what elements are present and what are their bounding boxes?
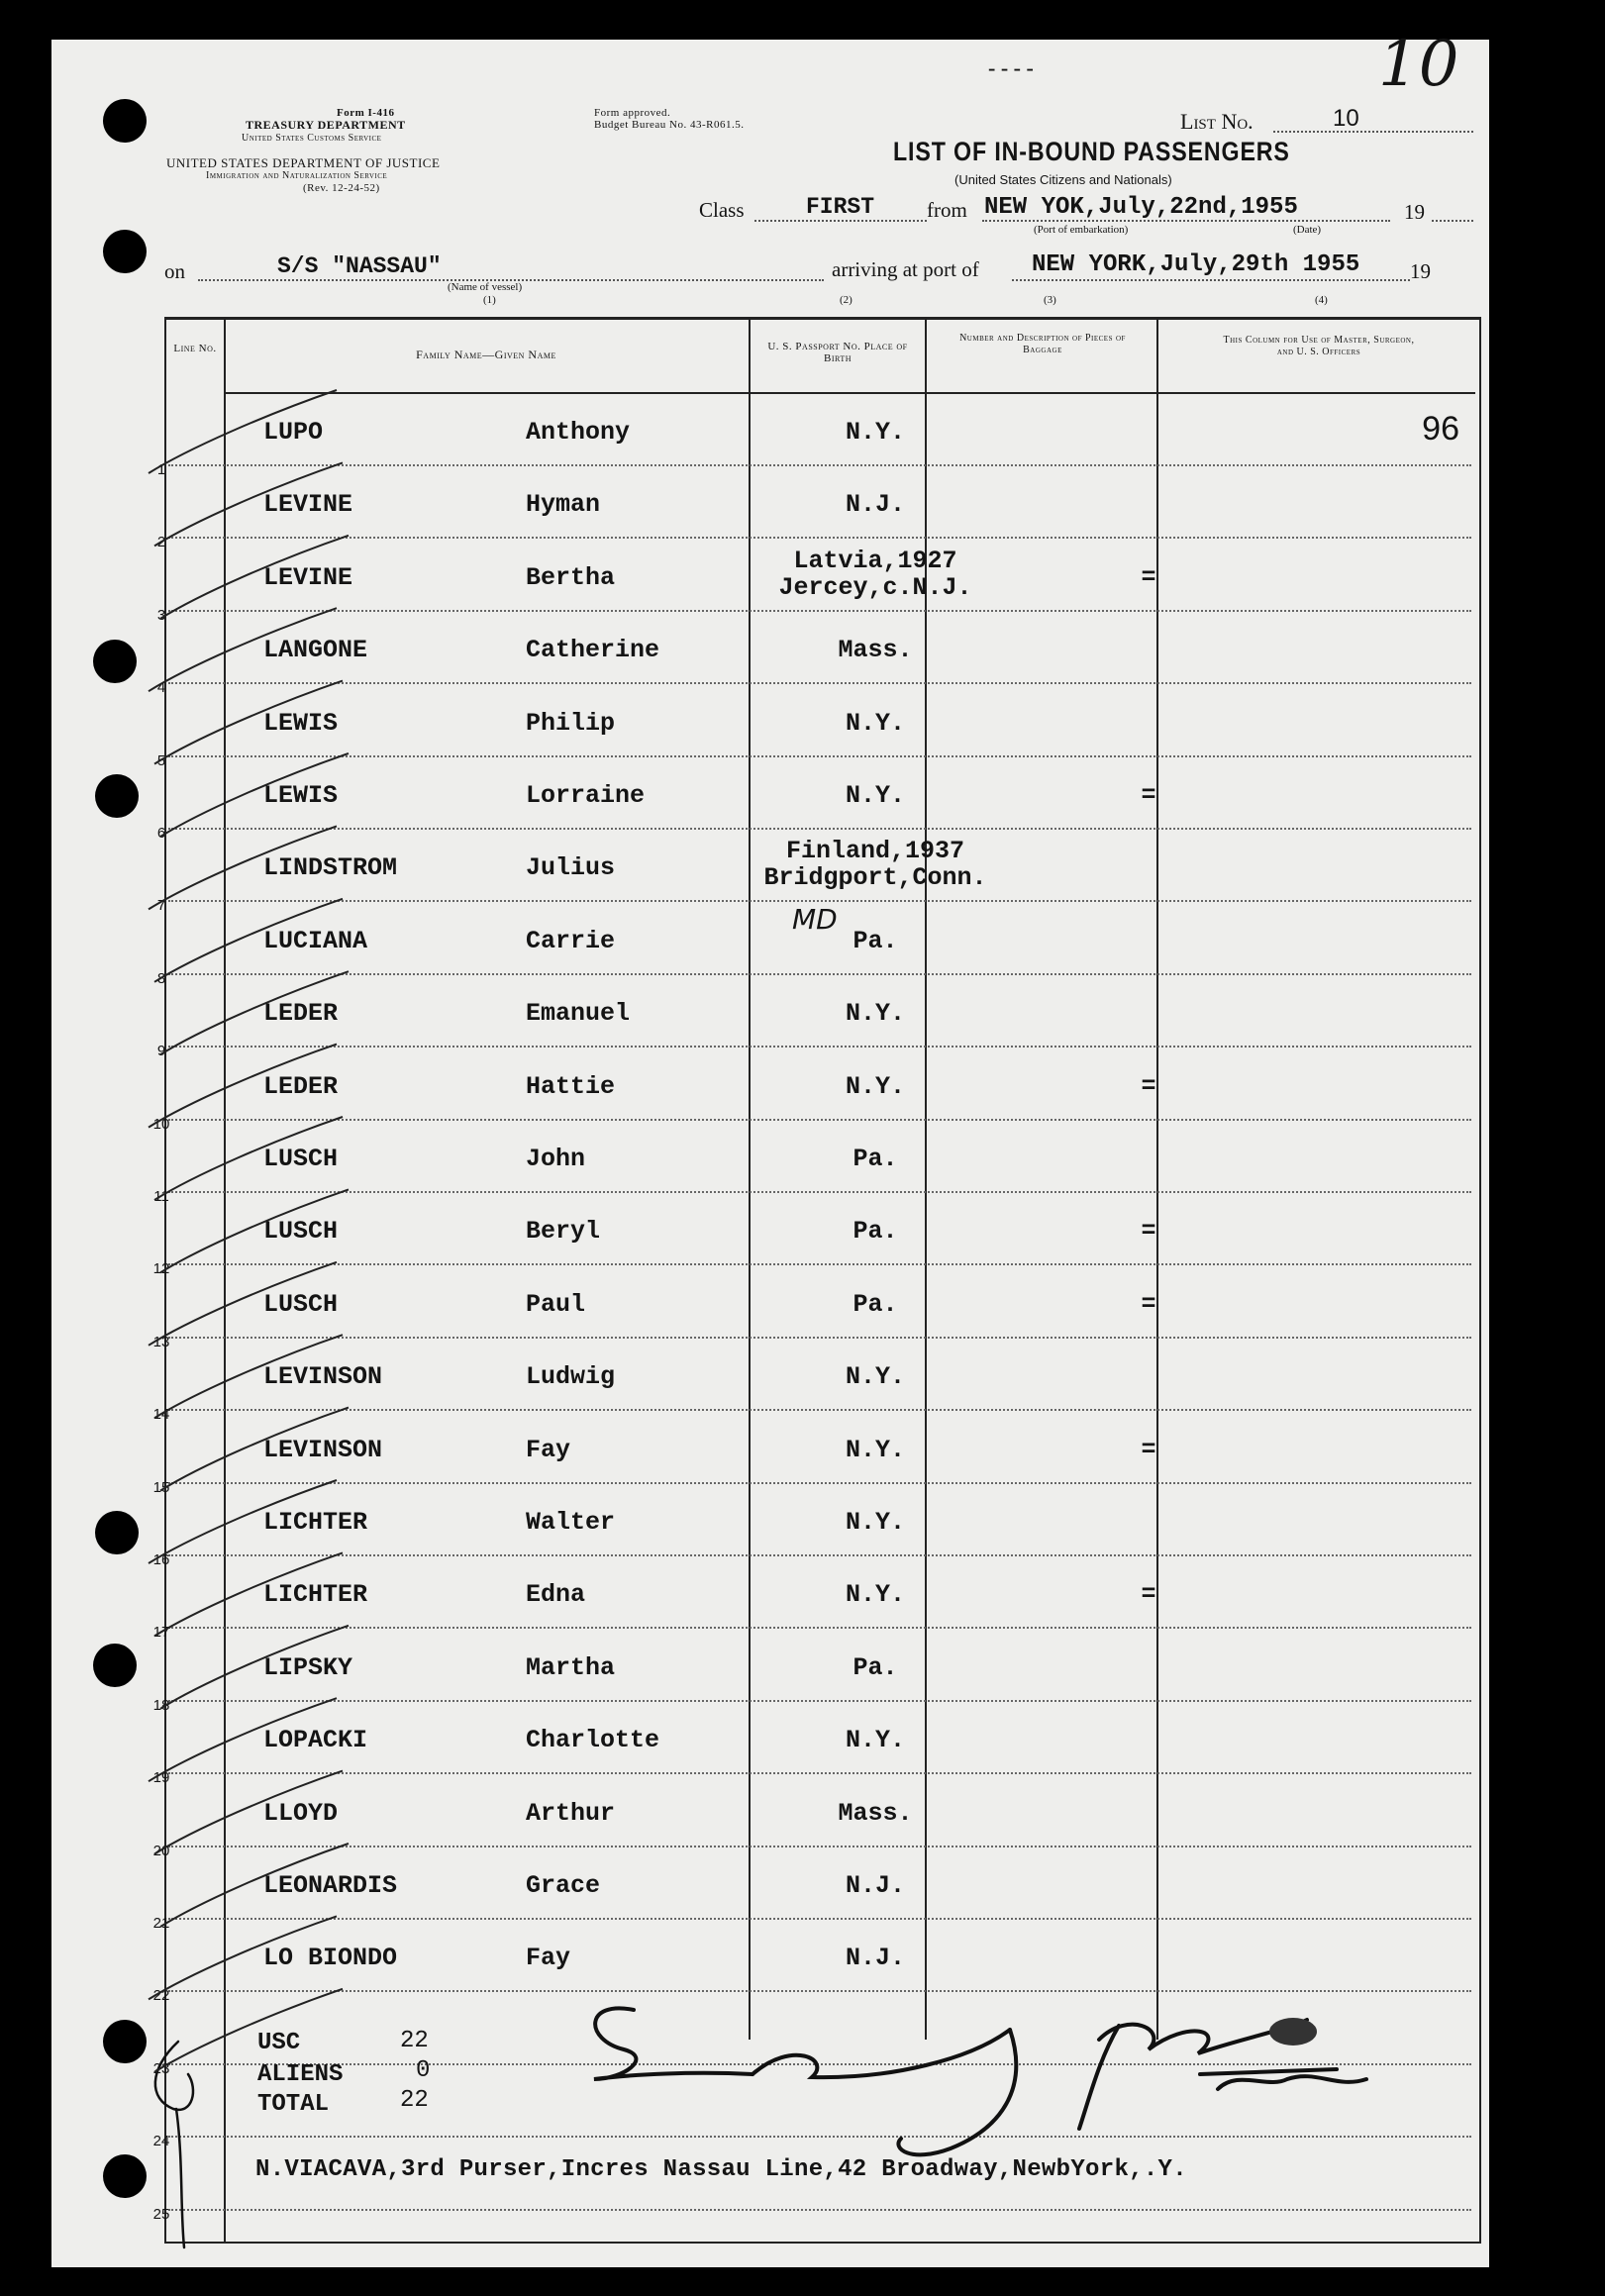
- baggage-mark: =: [1141, 562, 1156, 592]
- given-name: Edna: [526, 1580, 586, 1610]
- line-number: 13: [152, 1333, 170, 1350]
- place-of-birth: Finland,1937 Bridgport,Conn.: [763, 837, 987, 893]
- family-name: LOPACKI: [263, 1726, 368, 1755]
- family-name: LICHTER: [263, 1580, 368, 1610]
- line-number: 8: [156, 969, 166, 987]
- family-name: LEWIS: [263, 708, 339, 738]
- given-name: Lorraine: [526, 781, 646, 810]
- line-number: 14: [152, 1406, 170, 1424]
- place-of-birth: N.Y.: [845, 418, 905, 447]
- line-number: 20: [152, 1842, 170, 1859]
- place-of-birth: N.Y.: [845, 1726, 905, 1755]
- form-approved: Form approved.: [594, 107, 671, 119]
- class-value: FIRST: [806, 194, 875, 220]
- place-of-birth: Latvia,1927 Jercey,c.N.J.: [778, 546, 972, 602]
- table-row: [156, 540, 1471, 624]
- table-row: [156, 612, 1471, 697]
- line-number: 4: [156, 679, 166, 697]
- baggage-mark: =: [1141, 1580, 1156, 1610]
- table-right-rule: [1479, 317, 1481, 2244]
- place-of-birth: N.Y.: [845, 781, 905, 810]
- family-name: LEVINE: [263, 562, 353, 592]
- form-customs: United States Customs Service: [242, 133, 382, 144]
- line-number: 15: [152, 1478, 170, 1496]
- family-name: LEVINE: [263, 490, 353, 520]
- place-of-birth: N.Y.: [845, 1071, 905, 1101]
- vessel-name: S/S "NASSAU": [277, 253, 442, 279]
- form-justice: UNITED STATES DEPARTMENT OF JUSTICE: [166, 155, 441, 170]
- binder-hole: [103, 2154, 147, 2198]
- table-row: [156, 975, 1471, 1060]
- family-name: LUSCH: [263, 1145, 339, 1173]
- family-name: LUSCH: [263, 1289, 339, 1319]
- col-num-3: (3): [1044, 294, 1056, 306]
- given-name: Anthony: [526, 418, 631, 447]
- table-bottom-rule: [164, 2242, 1481, 2244]
- arriving-label: arriving at port of: [832, 257, 979, 281]
- line-number: 22: [152, 1987, 170, 2005]
- usc-label: USC: [257, 2030, 301, 2056]
- line-number: 24: [152, 2133, 170, 2150]
- table-top-rule: [164, 317, 1479, 320]
- family-name: LIPSKY: [263, 1652, 353, 1682]
- given-name: Charlotte: [526, 1726, 660, 1755]
- top-dashes: - - - -: [988, 55, 1034, 80]
- given-name: John: [526, 1145, 586, 1173]
- given-name: Arthur: [526, 1798, 616, 1828]
- vessel-col-num: (1): [483, 294, 496, 306]
- vessel-caption: (Name of vessel): [448, 281, 523, 293]
- given-name: Hattie: [526, 1071, 616, 1101]
- line-number: 19: [152, 1769, 170, 1787]
- aliens-value: 0: [416, 2057, 431, 2084]
- binder-hole: [103, 2020, 147, 2063]
- page-title: LIST OF IN-BOUND PASSENGERS: [893, 137, 1290, 166]
- page-subtitle: (United States Citizens and Nationals): [954, 172, 1172, 187]
- from-label: from: [927, 198, 967, 222]
- place-of-birth: N.J.: [845, 1944, 905, 1973]
- table-row: [156, 394, 1471, 478]
- row-rule: [168, 2209, 1471, 2211]
- place-of-birth: Mass.: [838, 636, 913, 665]
- line-number: 25: [152, 2205, 170, 2223]
- binder-hole: [95, 774, 139, 818]
- given-name: Martha: [526, 1652, 616, 1682]
- baggage-mark: =: [1141, 1289, 1156, 1319]
- list-no-line: [1273, 131, 1473, 133]
- form-bureau: Budget Bureau No. 43-R061.5.: [594, 119, 745, 131]
- place-of-birth: N.Y.: [845, 1362, 905, 1392]
- given-name: Ludwig: [526, 1362, 616, 1392]
- from-value: NEW YOK,July,22nd,1955: [984, 194, 1298, 221]
- place-of-birth: Pa.: [853, 1145, 898, 1173]
- place-of-birth: Pa.: [853, 1652, 898, 1682]
- arriving-line: [1012, 279, 1410, 281]
- given-name: Fay: [526, 1435, 571, 1464]
- place-of-birth: N.Y.: [845, 1435, 905, 1464]
- baggage-mark: =: [1141, 1435, 1156, 1464]
- given-name: Paul: [526, 1289, 586, 1319]
- binder-hole: [103, 99, 147, 143]
- col-header-name: Family Name—Given Name: [416, 348, 556, 361]
- place-of-birth: N.Y.: [845, 1508, 905, 1537]
- total-label: TOTAL: [257, 2091, 330, 2118]
- line-number: 21: [152, 1915, 170, 1932]
- family-name: LEVINSON: [263, 1362, 383, 1392]
- line-number: 5: [156, 751, 166, 769]
- on-label: on: [164, 259, 185, 283]
- place-of-birth: N.Y.: [845, 999, 905, 1029]
- form-dept: TREASURY DEPARTMENT: [246, 118, 406, 132]
- line-number: 3: [156, 606, 166, 624]
- family-name: LICHTER: [263, 1508, 368, 1537]
- given-name: Catherine: [526, 636, 660, 665]
- list-no-value: 10: [1333, 105, 1359, 132]
- usc-value: 22: [400, 2028, 429, 2054]
- table-row: [152, 1048, 1471, 1133]
- col-num-2: (2): [840, 294, 853, 306]
- given-name: Grace: [526, 1871, 601, 1900]
- baggage-mark: =: [1141, 1217, 1156, 1247]
- place-of-birth: N.J.: [845, 490, 905, 520]
- given-name: Bertha: [526, 562, 616, 592]
- sheet-number: 10: [1378, 28, 1459, 101]
- col-header-line: Line No.: [173, 343, 217, 354]
- class-line: [754, 220, 927, 222]
- given-name: Julius: [526, 853, 616, 883]
- line-number: 16: [152, 1551, 170, 1568]
- family-name: LEDER: [263, 999, 339, 1029]
- line-number: 9: [156, 1043, 166, 1060]
- place-of-birth: Mass.: [838, 1798, 913, 1828]
- family-name: LEDER: [263, 1071, 339, 1101]
- given-name: Walter: [526, 1508, 616, 1537]
- given-name: Hyman: [526, 490, 601, 520]
- binder-hole: [95, 1511, 139, 1554]
- table-row: [156, 757, 1471, 842]
- family-name: LEONARDIS: [263, 1871, 398, 1900]
- line-number: 18: [152, 1696, 170, 1714]
- line-number: 17: [152, 1624, 170, 1642]
- place-of-birth: N.Y.: [845, 708, 905, 738]
- line-number: 12: [152, 1260, 170, 1278]
- line-number: 1: [156, 461, 166, 478]
- col-header-passport: U. S. Passport No. Place of Birth: [767, 341, 908, 364]
- place-of-birth: Pa.: [853, 926, 898, 955]
- baggage-mark: =: [1141, 781, 1156, 810]
- table-row: [156, 685, 1471, 769]
- family-name: LUSCH: [263, 1217, 339, 1247]
- aliens-label: ALIENS: [257, 2061, 344, 2088]
- arriving-year-suffix: 19: [1410, 259, 1431, 283]
- given-name: Carrie: [526, 926, 616, 955]
- family-name: LUCIANA: [263, 926, 368, 955]
- family-name: LEWIS: [263, 781, 339, 810]
- from-year-line: [1432, 220, 1473, 222]
- handwritten-md: MD: [792, 903, 838, 936]
- total-value: 22: [400, 2087, 429, 2114]
- purser-line: N.VIACAVA,3rd Purser,Incres Nassau Line,42 Broadway,NewbYork,.Y.: [255, 2156, 1187, 2183]
- line-number: 2: [156, 534, 166, 551]
- place-of-birth: Pa.: [853, 1289, 898, 1319]
- col-header-officers: This Column for Use of Master, Surgeon, and U. S. Officers: [1223, 335, 1415, 357]
- family-name: LO BIONDO: [263, 1944, 398, 1973]
- place-of-birth: Pa.: [853, 1217, 898, 1247]
- baggage-mark: =: [1141, 1071, 1156, 1101]
- family-name: LANGONE: [263, 636, 368, 665]
- family-name: LLOYD: [263, 1798, 339, 1828]
- col-header-baggage: Number and Description of Pieces of Baggage: [959, 333, 1126, 355]
- arriving-value: NEW YORK,July,29th 1955: [1032, 251, 1360, 278]
- line-number: 10: [152, 1115, 170, 1133]
- col-num-4: (4): [1315, 294, 1328, 306]
- given-name: Fay: [526, 1944, 571, 1973]
- line-number: 6: [156, 825, 166, 842]
- family-name: LEVINSON: [263, 1435, 383, 1464]
- from-year-suffix: 19: [1404, 200, 1425, 224]
- given-name: Emanuel: [526, 999, 631, 1029]
- given-name: Beryl: [526, 1217, 601, 1247]
- port-caption: (Port of embarkation): [1034, 224, 1129, 236]
- place-of-birth: N.J.: [845, 1871, 905, 1900]
- binder-hole: [93, 1644, 137, 1687]
- class-label: Class: [699, 198, 745, 222]
- family-name: LUPO: [263, 418, 324, 447]
- line-number: 23: [152, 2059, 170, 2077]
- table-row: [156, 466, 1471, 551]
- table-row: [156, 830, 1471, 915]
- family-name: LINDSTROM: [263, 853, 398, 883]
- form-ins: Immigration and Naturalization Service: [206, 170, 388, 181]
- form-number: Form I-416: [337, 107, 395, 119]
- date-caption: (Date): [1293, 224, 1322, 236]
- line-number: 7: [156, 897, 166, 915]
- given-name: Philip: [526, 708, 616, 738]
- form-rev: (Rev. 12-24-52): [303, 182, 380, 194]
- line-number: 11: [153, 1188, 169, 1205]
- place-of-birth: N.Y.: [845, 1580, 905, 1610]
- officer-note: 96: [1422, 410, 1459, 448]
- binder-hole: [103, 230, 147, 273]
- list-no-label: List No.: [1180, 109, 1254, 134]
- binder-hole: [93, 640, 137, 683]
